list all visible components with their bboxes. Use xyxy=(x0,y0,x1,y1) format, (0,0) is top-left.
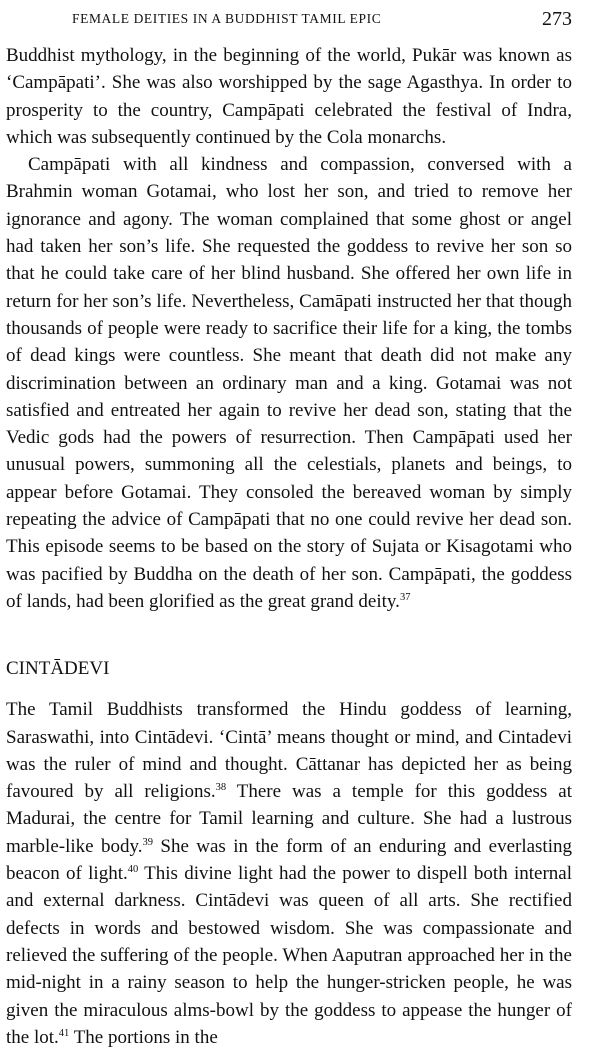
paragraph-text: Campāpati with all kindness and compassion, conversed with a Brahmin woman Gotamai, who lost her son, and tried to remove her ignorance and agony. The woman complained that some ghost or angel had taken her son’s life. She requested the goddess to revive her son so that he could take care of her blind husband. She offered her own life in return for her son’s life. Nevertheless, Camāpati instructed her that though thousands of people were ready to sacrifice their life for a king, the tombs of dead kings were countless. She meant that death did not make any discrimination between an ordinary man and a king. Gotamai was not satisfied and entreated her again to revive her dead son, stating that the Vedic gods had the powers of resurrection. Then Campāpati used her unusual powers, summoning all the celestials, planets and beings, to appear before Gotamai. They consoled the bereaved woman by simply repeating the advice of Campāpati that no one could revive her dead son. This episode seems to be based on the story of Sujata or Kisagotami who was pacified by Buddha on the death of her son. Campāpati, the goddess of lands, had been glorified as the great grand deity. xyxy=(6,154,572,612)
paragraph-continued: Buddhist mythology, in the beginning of the world, Pukār was known as ‘Campāpati’. She was also worshipped by the sage Agasthya. In order to prosperity to the country, Campāpati celebrated the festival of Indra, which was subsequently continued by the Cola monarchs. xyxy=(6,45,572,148)
footnote-ref-40[interactable]: 40 xyxy=(127,864,139,876)
page-number: 273 xyxy=(542,7,572,30)
running-head xyxy=(6,0,572,38)
page-body xyxy=(6,42,572,1051)
section-heading: CINTĀDEVI xyxy=(6,658,110,680)
footnote-ref-37[interactable]: 37 xyxy=(399,591,411,603)
paragraph-text: The Tamil Buddhists transformed the Hindu goddess of learning, Saraswathi, into Cintādevi. ‘Cintā’ means thought or mind, and Cintadevi was the ruler of mind and thought. Cāttanar has depicted her as being favoured by all religions. xyxy=(6,699,572,803)
paragraph-cintadevi xyxy=(6,696,572,1051)
running-title: FEMALE DEITIES IN A BUDDHIST TAMIL EPIC xyxy=(72,11,382,26)
footnote-ref-41[interactable]: 41 xyxy=(58,1027,70,1039)
footnote-ref-39[interactable]: 39 xyxy=(142,836,153,848)
paragraph-text: The portions in the xyxy=(69,1026,218,1048)
paragraph-text: She was in the form of an enduring and everlasting beacon of light. xyxy=(6,835,572,885)
paragraph-campapati-gotamai xyxy=(6,151,572,615)
paragraph-text: This divine light had the power to dispell both internal and external darkness. Cintādevi was queen of all arts. She rectified defects in words and bestowed wisdom. She was compassionate and relieved the suffering of the people. When Aaputran approached her in the mid-night in a rainy season to help the hunger-stricken people, he was given the miraculous alms-bowl by the goddess to appease the hunger of the lot. xyxy=(6,863,573,1048)
paragraph-text: There was a temple for this goddess at Madurai, the centre for Tamil learning and culture. She had a lustrous marble-like body. xyxy=(6,781,572,857)
footnote-ref-38[interactable]: 38 xyxy=(215,782,227,794)
